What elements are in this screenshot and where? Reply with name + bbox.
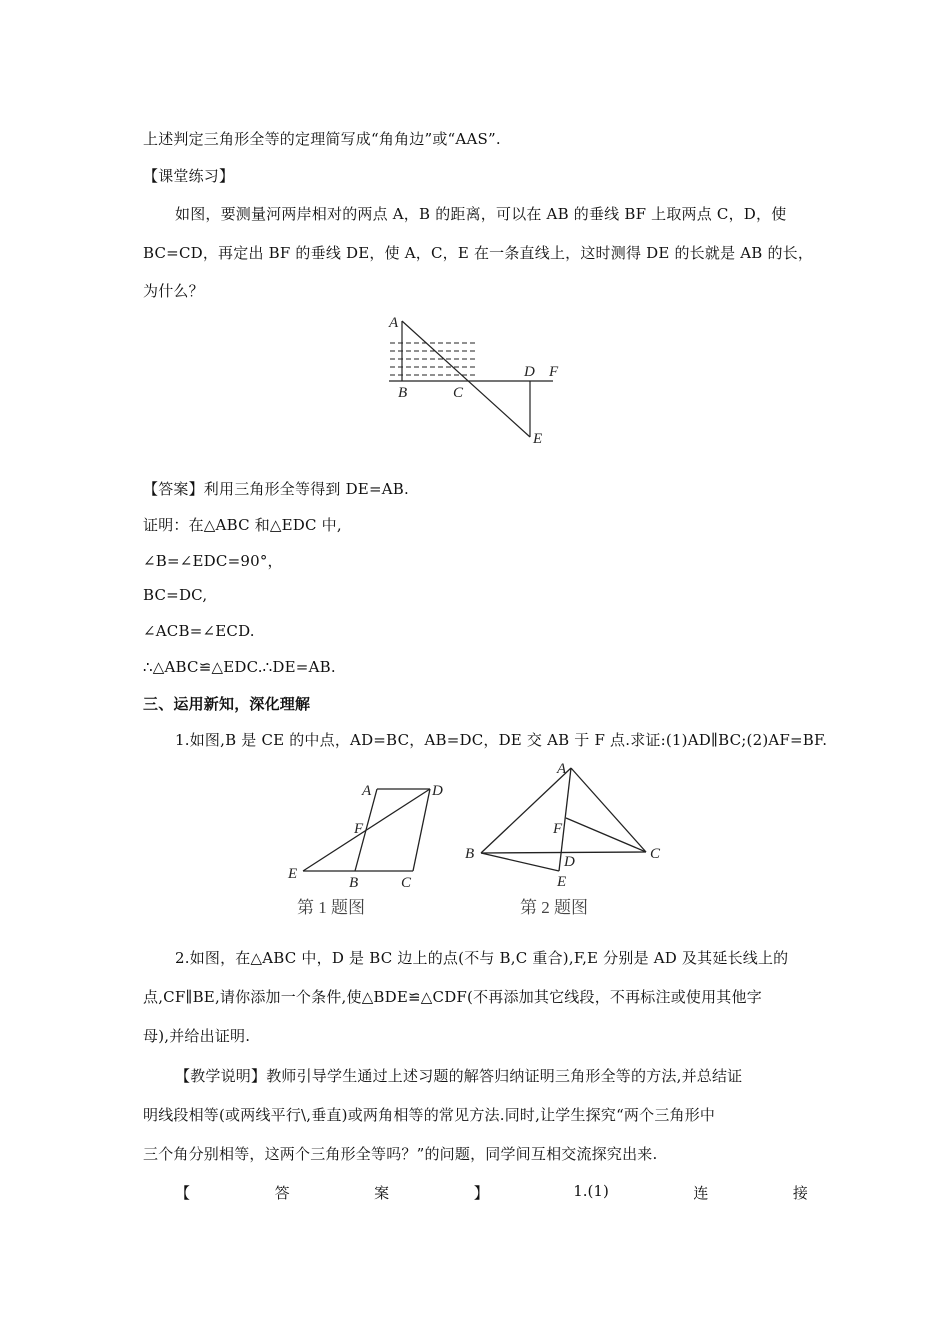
label-e: E — [557, 874, 567, 890]
question-1: 1.如图,B 是 CE 的中点，AD=BC，AB=DC，DE 交 AB 于 F 点.求证:(1)AD∥BC;(2)AF=BF. — [175, 731, 828, 749]
river-figure — [385, 310, 575, 450]
segment-ae — [402, 321, 530, 437]
answer-line-3: ∠B=∠EDC=90°， — [143, 552, 283, 570]
answer-bracket-close: 】 — [473, 1184, 489, 1202]
segment-ab — [481, 768, 571, 853]
label-f: F — [549, 364, 559, 380]
label-a: A — [389, 315, 399, 331]
practice-question-line-1: 如图，要测量河两岸相对的两点 A，B 的距离，可以在 AB 的垂线 BF 上取两点 C，D，使 — [175, 205, 787, 223]
section-3-heading: 三、运用新知，深化理解 — [143, 695, 311, 713]
problem-1-figure — [285, 775, 455, 920]
problem-2-figure — [460, 755, 670, 920]
label-d: D — [564, 854, 575, 870]
label-b: B — [465, 846, 475, 862]
label-f: F — [354, 821, 364, 837]
segment-fc — [566, 818, 646, 852]
question-2-line-3: 母),并给出证明. — [143, 1027, 251, 1045]
segment-ac — [571, 768, 646, 852]
answer-word-2: 接 — [792, 1184, 808, 1202]
answer-bracket-open: 【 — [175, 1184, 191, 1202]
label-c: C — [401, 875, 412, 891]
answer-line-5: ∠ACB=∠ECD. — [143, 622, 255, 640]
teaching-note-line-2: 明线段相等(或两线平行\,垂直)或两角相等的常见方法.同时,让学生探究“两个三角形中 — [143, 1106, 716, 1124]
label-c: C — [453, 385, 464, 401]
answer-line-2: 证明：在△ABC 和△EDC 中, — [143, 516, 342, 534]
question-2-line-2: 点,CF∥BE,请你添加一个条件,使△BDE≌△CDF(不再添加其它线段，不再标注或使用其他字 — [143, 988, 762, 1006]
label-e: E — [288, 866, 298, 882]
teaching-note-line-1: 【教学说明】教师引导学生通过上述习题的解答归纳证明三角形全等的方法,并总结证 — [175, 1067, 743, 1085]
answer-item-number: 1.(1) — [573, 1182, 609, 1200]
question-2-line-1: 2.如图，在△ABC 中，D 是 BC 边上的点(不与 B,C 重合),F,E 分别是 AD 及其延长线上的 — [175, 949, 789, 967]
river-dashes — [390, 343, 478, 375]
practice-question-line-3: 为什么？ — [143, 282, 204, 300]
label-d: D — [432, 783, 443, 799]
answer-heading-line — [175, 1182, 808, 1203]
label-e: E — [533, 431, 543, 447]
answer-char-1: 答 — [274, 1184, 290, 1202]
label-a: A — [362, 783, 372, 799]
answer-word-1: 连 — [693, 1184, 709, 1202]
figure-2-caption: 第 2 题图 — [520, 898, 588, 917]
segment-dc — [413, 789, 430, 871]
segment-be — [481, 853, 559, 871]
practice-heading: 【课堂练习】 — [143, 167, 235, 185]
answer-line-6: ∴△ABC≌△EDC.∴DE=AB. — [143, 658, 336, 676]
label-f: F — [553, 821, 563, 837]
label-c: C — [650, 846, 661, 862]
answer-char-2: 案 — [374, 1184, 390, 1202]
segment-bc — [481, 852, 646, 853]
answer-line-4: BC=DC, — [143, 586, 208, 604]
label-a: A — [557, 761, 567, 777]
label-b: B — [398, 385, 408, 401]
para-aas: 上述判定三角形全等的定理简写成“角角边”或“AAS”. — [143, 130, 501, 148]
answer-line-1: 【答案】利用三角形全等得到 DE=AB. — [143, 480, 409, 498]
practice-question-line-2: BC=CD，再定出 BF 的垂线 DE，使 A，C，E 在一条直线上，这时测得 DE 的长就是 AB 的长， — [143, 244, 814, 262]
label-b: B — [349, 875, 359, 891]
teaching-note-line-3: 三个角分别相等，这两个三角形全等吗？”的问题，同学间互相交流探究出来. — [143, 1145, 658, 1163]
segment-de — [303, 789, 430, 871]
label-d: D — [524, 364, 535, 380]
figure-1-caption: 第 1 题图 — [297, 898, 365, 917]
